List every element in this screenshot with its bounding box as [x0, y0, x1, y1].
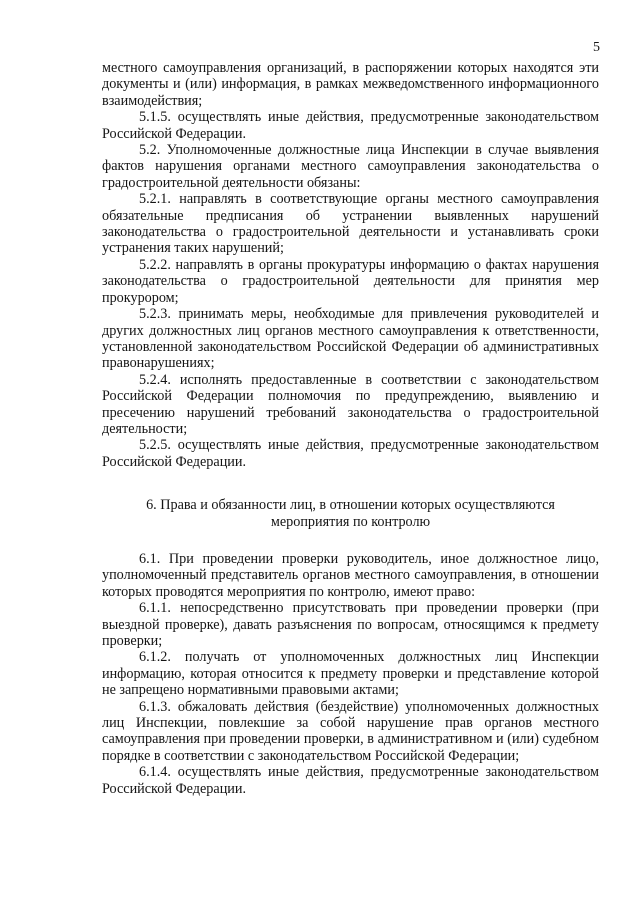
paragraph-6-1-1: 6.1.1. непосредственно присутствовать при проведении проверки (при выездной проверке), давать разъяснения по вопросам, относящимся к предмету проверки; [102, 600, 599, 649]
paragraph-5-1-5: 5.1.5. осуществлять иные действия, предусмотренные законодательством Российской Федерации. [102, 109, 599, 142]
paragraph-5-2-5: 5.2.5. осуществлять иные действия, предусмотренные законодательством Российской Федерации. [102, 437, 599, 470]
paragraph-5-2-4: 5.2.4. исполнять предоставленные в соответствии с законодательством Российской Федерации полномочия по предупреждению, выявлению и пресечению нарушений требований законодательства о градостроительной деятельности; [102, 371, 599, 437]
paragraph-6-1-4: 6.1.4. осуществлять иные действия, предусмотренные законодательством Российской Федерации. [102, 764, 599, 797]
paragraph-6-1: 6.1. При проведении проверки руководитель, иное должностное лицо, уполномоченный представитель органов местного самоуправления, в отношении которых проводятся мероприятия по контролю, имеют право: [102, 550, 599, 600]
document-body [102, 60, 599, 797]
paragraph-5-2-3: 5.2.3. принимать меры, необходимые для привлечения руководителей и других должностных лиц органов местного самоуправления к ответственности, установленной законодательством Российской Федерации об административных правонарушениях; [102, 306, 599, 372]
paragraph-5-2-1: 5.2.1. направлять в соответствующие органы местного самоуправления обязательные предписания об устранении выявленных нарушений законодательства о градостроительной деятельности и устанавливать сроки устранения таких нарушений; [102, 191, 599, 257]
page-number: 5 [593, 40, 600, 55]
paragraph-5-2: 5.2. Уполномоченные должностные лица Инспекции в случае выявления фактов нарушения органами местного самоуправления законодательства о градостроительной деятельности обязаны: [102, 142, 599, 191]
paragraph-6-1-3: 6.1.3. обжаловать действия (бездействие) уполномоченных должностных лиц Инспекции, повлекшие за собой нарушение прав органов местного самоуправления при проведении проверки, в административном и (или) судебном порядке в соответствии с законодательством Российской Федерации; [102, 698, 599, 764]
paragraph-6-1-2: 6.1.2. получать от уполномоченных должностных лиц Инспекции информацию, которая относится к предмету проверки и представление которой не запрещено нормативными правовыми актами; [102, 649, 599, 699]
section-heading-line-2: мероприятия по контролю [270, 513, 431, 530]
paragraph-5-2-2: 5.2.2. направлять в органы прокуратуры информацию о фактах нарушения законодательства о градостроительной деятельности для принятия мер прокурором; [102, 256, 599, 306]
section-heading-6 [102, 497, 599, 530]
section-heading-line-1: 6. Права и обязанности лиц, в отношении которых осуществляются [146, 497, 555, 514]
paragraph-continuation: местного самоуправления организаций, в распоряжении которых находятся эти документы и (или) информация, в рамках межведомственного информационного взаимодействия; [102, 60, 599, 109]
